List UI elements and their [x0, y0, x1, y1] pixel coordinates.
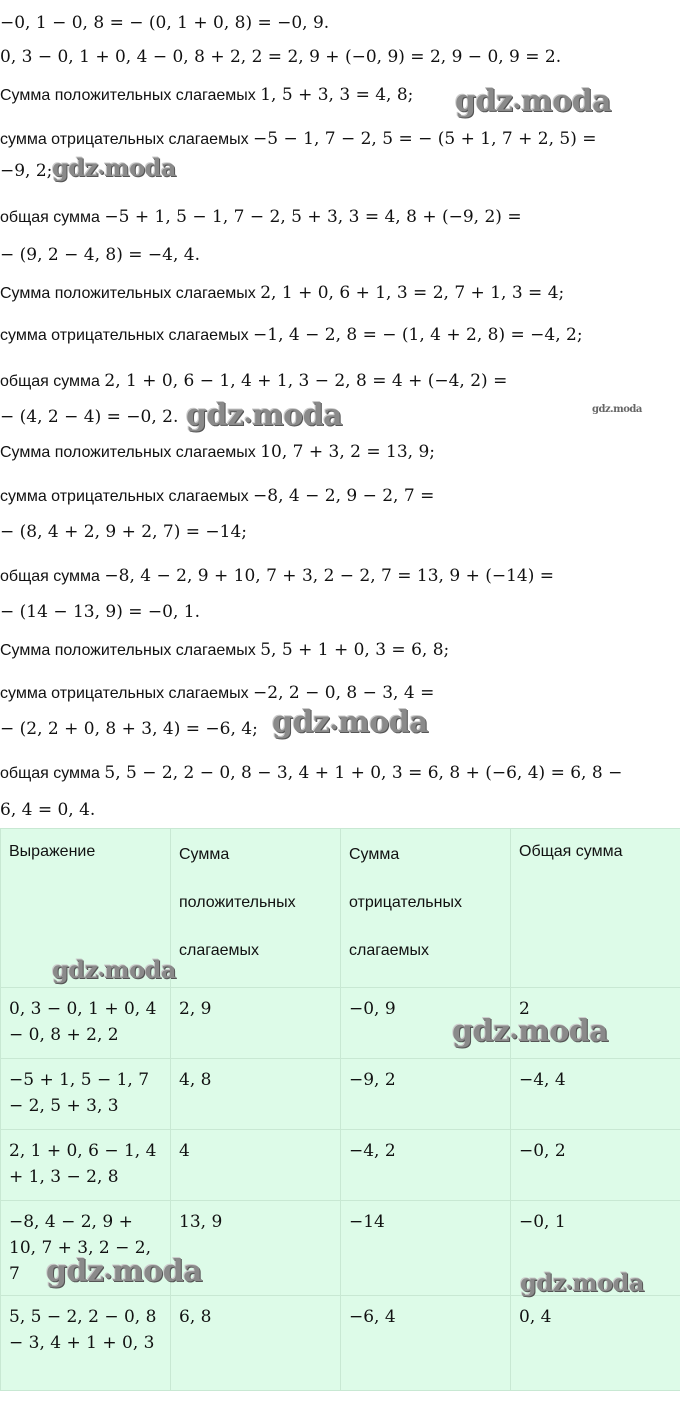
line-math: − (8, 4 + 2, 9 + 2, 7) = −14; [0, 522, 247, 542]
watermark-logo: gdz•moda [52, 955, 176, 984]
watermark-logo: gdz•moda [520, 1268, 644, 1297]
watermark-logo: gdz•moda [452, 1014, 609, 1049]
line-math: −1, 4 − 2, 8 = − (1, 4 + 2, 8) = −4, 2; [253, 325, 583, 345]
cell-total-sum: 0, 4 [511, 1296, 680, 1391]
line-label: Сумма положительных слагаемых [0, 87, 261, 104]
line-math: − (4, 2 − 4) = −0, 2. [0, 407, 179, 427]
line-label: общая сумма [0, 765, 105, 782]
watermark-logo: gdz.moda [592, 404, 642, 415]
cell-negative-sum: −0, 9 [341, 988, 511, 1059]
line-math: 6, 4 = 0, 4. [0, 800, 96, 820]
header-total-sum: Общая сумма [511, 829, 680, 988]
watermark-logo: gdz•moda [272, 705, 429, 740]
line-label: общая сумма [0, 568, 105, 585]
line-label: общая сумма [0, 209, 105, 226]
watermark-logo: gdz•moda [46, 1254, 203, 1289]
solution-line [0, 84, 413, 107]
line-label: сумма отрицательных слагаемых [0, 488, 254, 505]
solution-line [0, 206, 522, 229]
line-math: − (9, 2 − 4, 8) = −4, 4. [0, 245, 200, 265]
solution-line [0, 441, 435, 464]
line-math: 0, 3 − 0, 1 + 0, 4 − 0, 8 + 2, 2 = 2, 9 + (−0, 9) = 2, 9 − 0, 9 = 2. [0, 47, 562, 67]
solution-line [0, 406, 178, 428]
cell-total-sum: −0, 2 [511, 1130, 680, 1201]
cell-total-sum: −4, 4 [511, 1059, 680, 1130]
line-label: сумма отрицательных слагаемых [0, 685, 254, 702]
cell-positive-sum: 4, 8 [171, 1059, 341, 1130]
table-row [1, 988, 680, 1059]
cell-positive-sum: 2, 9 [171, 988, 341, 1059]
solution-line [0, 244, 200, 266]
solution-line [0, 601, 200, 623]
watermark-logo: gdz•moda [186, 398, 343, 433]
line-label: Сумма положительных слагаемых [0, 642, 261, 659]
line-math: −5 − 1, 7 − 2, 5 = − (5 + 1, 7 + 2, 5) = [253, 129, 597, 149]
line-math: −0, 1 − 0, 8 = − (0, 1 + 0, 8) = −0, 9. [0, 13, 330, 33]
solution-line [0, 521, 247, 543]
header-negative-sum: Сумма отрицательных слагаемых [341, 829, 511, 988]
solution-line [0, 718, 258, 740]
line-math: 5, 5 + 1 + 0, 3 = 6, 8; [260, 640, 450, 660]
cell-expression: 5, 5 − 2, 2 − 0, 8 − 3, 4 + 1 + 0, 3 [1, 1296, 171, 1391]
table-row [1, 1296, 680, 1391]
line-math: − (2, 2 + 0, 8 + 3, 4) = −6, 4; [0, 719, 258, 739]
solution-line [0, 128, 596, 151]
line-label: сумма отрицательных слагаемых [0, 131, 254, 148]
header-expression: Выражение [1, 829, 171, 988]
line-math: −8, 4 − 2, 9 + 10, 7 + 3, 2 − 2, 7 = 13, 9 + (−14) = [104, 566, 555, 586]
cell-expression: 0, 3 − 0, 1 + 0, 4 − 0, 8 + 2, 2 [1, 988, 171, 1059]
cell-expression: −8, 4 − 2, 9 + 10, 7 + 3, 2 − 2, 7 [1, 1201, 171, 1296]
header-positive-sum: Сумма положительных слагаемых [171, 829, 341, 988]
solution-line [0, 46, 561, 68]
line-math: 2, 1 + 0, 6 + 1, 3 = 2, 7 + 1, 3 = 4; [260, 283, 565, 303]
line-label: Сумма положительных слагаемых [0, 285, 261, 302]
cell-positive-sum: 13, 9 [171, 1201, 341, 1296]
line-math: 2, 1 + 0, 6 − 1, 4 + 1, 3 − 2, 8 = 4 + (−4, 2) = [104, 371, 508, 391]
solution-line [0, 682, 434, 705]
cell-total-sum: 2 [511, 988, 680, 1059]
watermark-logo: gdz•moda [52, 153, 176, 182]
solution-line [0, 160, 52, 182]
result-table [0, 828, 680, 1391]
table-row [1, 1059, 680, 1130]
cell-negative-sum: −6, 4 [341, 1296, 511, 1391]
cell-negative-sum: −4, 2 [341, 1130, 511, 1201]
solution-line [0, 762, 622, 785]
table-row [1, 1130, 680, 1201]
table-header-row [1, 829, 680, 988]
line-math: − (14 − 13, 9) = −0, 1. [0, 602, 200, 622]
cell-positive-sum: 6, 8 [171, 1296, 341, 1391]
solution-line [0, 485, 434, 508]
solution-line [0, 565, 554, 588]
line-label: Сумма положительных слагаемых [0, 444, 261, 461]
cell-total-sum: −0, 1 [511, 1201, 680, 1296]
line-math: 1, 5 + 3, 3 = 4, 8; [260, 85, 414, 105]
line-math: −2, 2 − 0, 8 − 3, 4 = [253, 683, 435, 703]
solution-line [0, 282, 564, 305]
cell-negative-sum: −9, 2 [341, 1059, 511, 1130]
watermark-logo: gdz•moda [455, 84, 612, 119]
line-label: сумма отрицательных слагаемых [0, 327, 254, 344]
solution-line [0, 324, 583, 347]
cell-negative-sum: −14 [341, 1201, 511, 1296]
solution-line [0, 799, 95, 821]
line-math: 10, 7 + 3, 2 = 13, 9; [260, 442, 436, 462]
line-label: общая сумма [0, 373, 105, 390]
line-math: −8, 4 − 2, 9 − 2, 7 = [253, 486, 435, 506]
solution-line [0, 639, 449, 662]
line-math: −5 + 1, 5 − 1, 7 − 2, 5 + 3, 3 = 4, 8 + (−9, 2) = [104, 207, 522, 227]
solution-line [0, 12, 329, 34]
line-math: 5, 5 − 2, 2 − 0, 8 − 3, 4 + 1 + 0, 3 = 6, 8 + (−6, 4) = 6, 8 − [104, 763, 623, 783]
table-row [1, 1201, 680, 1296]
cell-expression: −5 + 1, 5 − 1, 7 − 2, 5 + 3, 3 [1, 1059, 171, 1130]
line-math: −9, 2; [0, 161, 53, 181]
cell-expression: 2, 1 + 0, 6 − 1, 4 + 1, 3 − 2, 8 [1, 1130, 171, 1201]
cell-positive-sum: 4 [171, 1130, 341, 1201]
solution-line [0, 370, 507, 393]
